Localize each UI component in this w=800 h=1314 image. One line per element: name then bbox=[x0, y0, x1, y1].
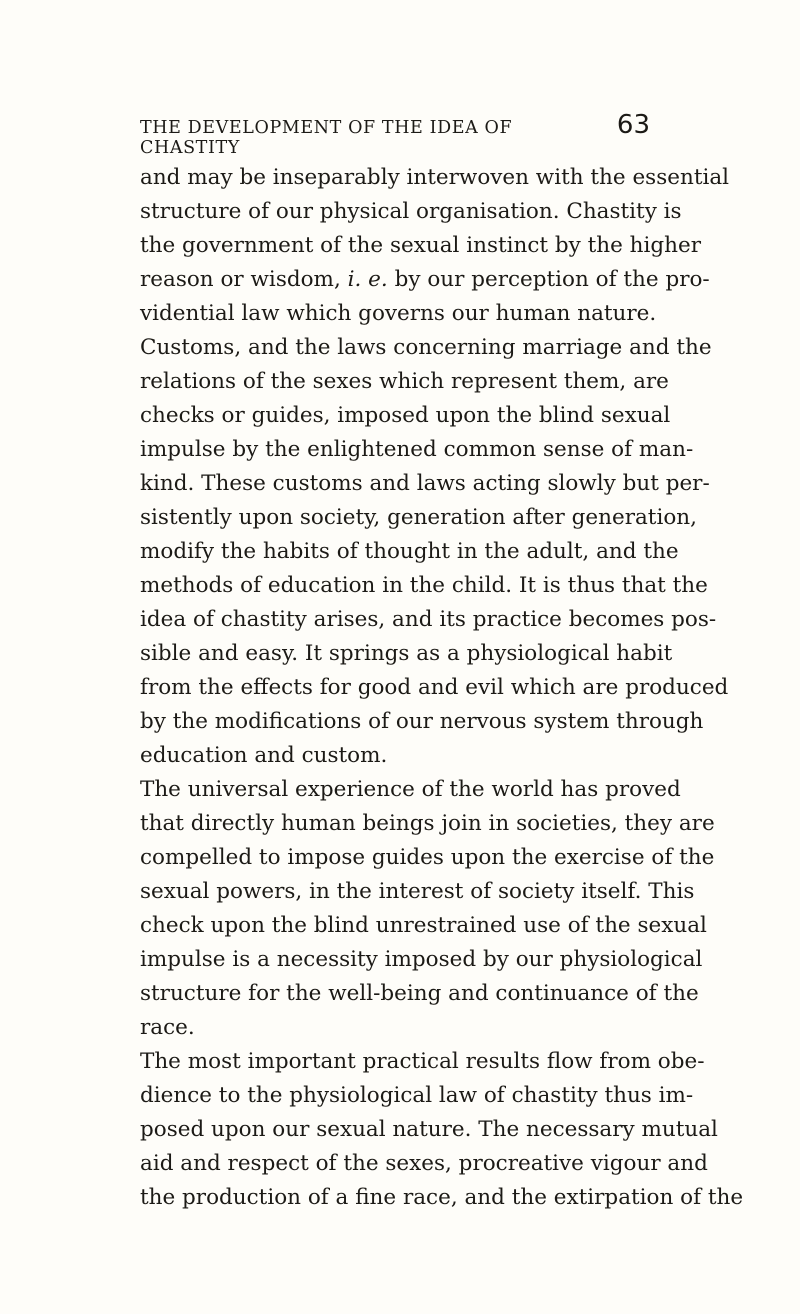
text-line: checks or guides, imposed upon the blind sexual bbox=[140, 403, 671, 428]
text-line: from the effects for good and evil which are produced bbox=[140, 675, 729, 700]
text-line: posed upon our sexual nature. The necessary mutual bbox=[140, 1117, 718, 1142]
text-line: the production of a fine race, and the extirpation of the bbox=[140, 1185, 744, 1210]
text-line: impulse is a necessity imposed by our physiological bbox=[140, 947, 703, 972]
page-number: 63 bbox=[616, 110, 650, 140]
text-line: check upon the blind unrestrained use of the sexual bbox=[140, 913, 707, 938]
text-line: structure for the well-being and continuance of the bbox=[140, 981, 699, 1006]
text-fragment: reason or wisdom, bbox=[140, 267, 341, 292]
text-line: by the modifications of our nervous system through bbox=[140, 709, 704, 734]
text-line: Customs, and the laws concerning marriage and the bbox=[140, 335, 712, 360]
text-line: the government of the sexual instinct by the higher bbox=[140, 233, 701, 258]
text-line: that directly human beings join in societies, they are bbox=[140, 811, 715, 836]
text-line: sistently upon society, generation after generation, bbox=[140, 505, 697, 530]
text-line: aid and respect of the sexes, procreative vigour and bbox=[140, 1151, 708, 1176]
italic-abbreviation: i. e. bbox=[347, 267, 388, 292]
text-line: vidential law which governs our human nature. bbox=[140, 301, 657, 326]
text-line: idea of chastity arises, and its practice becomes pos- bbox=[140, 607, 717, 632]
paragraph-first-line: The most important practical results flow from obe- bbox=[140, 1049, 705, 1074]
text-line: dience to the physiological law of chastity thus im- bbox=[140, 1083, 694, 1108]
text-line: structure of our physical organisation. Chastity is bbox=[140, 199, 682, 224]
running-head bbox=[140, 112, 650, 158]
text-fragment: by our perception of the pro- bbox=[394, 267, 710, 292]
text-line: kind. These customs and laws acting slowly but per- bbox=[140, 471, 710, 496]
text-line: sexual powers, in the interest of society itself. This bbox=[140, 879, 695, 904]
paragraph-end-line: education and custom. bbox=[140, 743, 388, 768]
running-title: THE DEVELOPMENT OF THE IDEA OF CHASTITY bbox=[140, 118, 513, 158]
text-line: methods of education in the child. It is thus that the bbox=[140, 573, 708, 598]
paragraph-first-line: The universal experience of the world has proved bbox=[140, 777, 681, 802]
text-line: relations of the sexes which represent them, are bbox=[140, 369, 669, 394]
text-line: and may be inseparably interwoven with the essential bbox=[140, 165, 730, 190]
text-line-with-italic bbox=[140, 263, 710, 297]
body-text bbox=[140, 161, 744, 1215]
paragraph-end-line: race. bbox=[140, 1015, 195, 1040]
text-line: impulse by the enlightened common sense of man- bbox=[140, 437, 694, 462]
text-line: compelled to impose guides upon the exercise of the bbox=[140, 845, 715, 870]
text-line: modify the habits of thought in the adult, and the bbox=[140, 539, 679, 564]
text-line: sible and easy. It springs as a physiological habit bbox=[140, 641, 673, 666]
